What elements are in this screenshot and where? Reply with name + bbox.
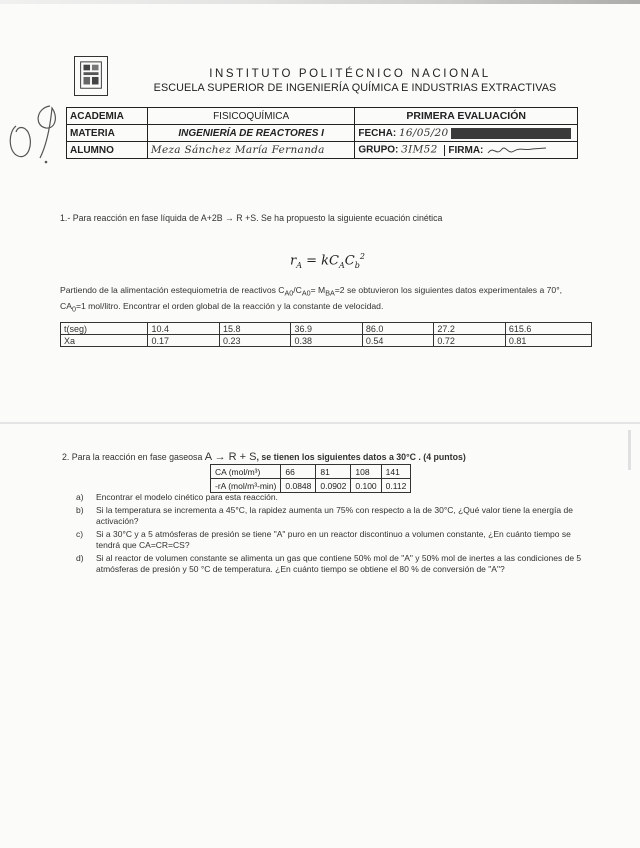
rate-equation — [290, 252, 365, 270]
row-label: -rA (mol/m³-min) — [211, 479, 281, 493]
row-label: t(seg) — [61, 323, 148, 335]
p2-intro: 2. Para la reacción en fase gaseosa — [62, 452, 205, 462]
question-letter: a) — [76, 492, 84, 502]
question-text: Si la temperatura se incrementa a 45°C, la rapidez aumenta un 75% con respecto a la de 30°C, ¿Qué valor tiene la energía de activación? — [96, 504, 573, 526]
list-item — [76, 492, 596, 504]
table-row — [61, 335, 592, 347]
ipn-logo — [74, 56, 108, 96]
p1-sub3: BA — [325, 289, 335, 298]
table-row — [211, 479, 411, 493]
problem2-data-table — [210, 464, 411, 493]
school-name: ESCUELA SUPERIOR DE INGENIERÍA QUÍMICA E INDUSTRIAS EXTRACTIVAS — [153, 82, 557, 94]
problem1-data-table — [60, 322, 592, 347]
academia-value: FISICOQUÍMICA — [147, 108, 354, 125]
table-cell: 36.9 — [291, 323, 362, 335]
question-text: Si a 30°C y a 5 atmósferas de presión se tiene "A" puro en un reactor discontinuo a volumen constante, ¿En cuánto tiempo se tendrá que CA=CR=CS? — [96, 528, 571, 550]
eq-r-sub: A — [296, 260, 302, 270]
list-item — [76, 529, 596, 552]
table-cell: 0.54 — [362, 335, 433, 347]
redaction-bar — [451, 128, 571, 139]
table-cell: 15.8 — [219, 323, 290, 335]
p1-line1c: /C — [293, 285, 302, 295]
problem2-questions — [76, 492, 596, 577]
exam-info-table — [66, 107, 578, 159]
eq-ca-sub: A — [339, 260, 345, 270]
table-cell: 86.0 — [362, 323, 433, 335]
eq-cb: C — [344, 253, 355, 269]
table-cell: 0.17 — [148, 335, 219, 347]
p1-line2: CA — [60, 300, 72, 311]
p1-line1: Partiendo de la alimentación estequiometria de reactivos C — [60, 285, 285, 295]
list-item — [76, 553, 596, 576]
materia-label: MATERIA — [67, 125, 148, 142]
table-cell: 0.100 — [351, 479, 381, 493]
scan-mid-line — [0, 422, 640, 424]
p2-conditions: , se tienen los siguientes datos a 30°C . (4 puntos) — [256, 452, 466, 462]
exam-title: PRIMERA EVALUACIÓN — [355, 108, 578, 125]
p1-line1g: =2 se obtuvieron los siguientes datos experimentales a 70°, — [334, 285, 563, 295]
problem1-conditions — [60, 284, 588, 315]
problem1-statement: 1.- Para reacción en fase líquida de A+2B → R +S. Se ha propuesto la siguiente ecuación cinética — [60, 213, 443, 223]
p1-sub4: 0 — [71, 305, 76, 314]
p1-line1e: = M — [310, 285, 326, 295]
row-label: Xa — [61, 335, 148, 347]
fecha-label: FECHA: — [358, 128, 397, 139]
table-cell: 0.38 — [291, 335, 362, 347]
table-row — [211, 465, 411, 479]
eq-cb-sup: 2 — [359, 252, 365, 261]
question-letter: d) — [76, 552, 84, 563]
p1-sub2: A0 — [301, 289, 311, 298]
question-letter: c) — [76, 528, 84, 539]
table-cell: 0.0902 — [316, 479, 351, 493]
eq-ca: C — [329, 253, 339, 269]
signature-scribble — [486, 143, 548, 157]
eq-cb-sub: b — [354, 260, 360, 270]
grupo-value: 3IM52 — [401, 143, 438, 156]
table-cell: 66 — [281, 465, 316, 479]
table-cell: 27.2 — [434, 323, 505, 335]
list-item — [76, 505, 596, 528]
problem2-statement — [62, 451, 466, 463]
table-cell: 0.81 — [505, 335, 591, 347]
table-cell: 108 — [351, 465, 381, 479]
table-cell: 0.0848 — [281, 479, 316, 493]
grupo-label: GRUPO: — [358, 144, 399, 156]
p1-line2c: =1 mol/litro. Encontrar el orden global de la reacción y la constante de velocidad. — [75, 300, 384, 311]
row-label: CA (mol/m³) — [211, 465, 281, 479]
scan-side-mark — [628, 430, 631, 470]
eq-k: = k — [302, 253, 330, 269]
fecha-cell — [355, 125, 578, 142]
table-cell: 81 — [316, 465, 351, 479]
student-name: Meza Sánchez María Fernanda — [150, 144, 325, 156]
alumno-label: ALUMNO — [67, 142, 148, 159]
table-cell: 10.4 — [148, 323, 219, 335]
scan-top-edge — [0, 0, 640, 4]
table-cell: 0.72 — [434, 335, 505, 347]
p1-sub1: A0 — [284, 289, 294, 298]
table-row — [61, 323, 592, 335]
table-cell: 615.6 — [505, 323, 591, 335]
eq-r: r — [290, 253, 297, 269]
question-text: Si al reactor de volumen constante se alimenta un gas que contiene 50% mol de "A" y 50% mol de inertes a las condiciones de 5 atmósferas de presión y 50 °C de temperatura. ¿En cuánto tiempo se obtiene el 80 % de conversión de "A"? — [96, 552, 582, 574]
p2-reaction: A → R + S — [204, 451, 257, 463]
alumno-value — [147, 142, 354, 159]
table-cell: 0.23 — [219, 335, 290, 347]
institute-name: INSTITUTO POLITÉCNICO NACIONAL — [209, 68, 491, 80]
materia-value: INGENIERÍA DE REACTORES I — [147, 125, 354, 142]
academia-label: ACADEMIA — [67, 108, 148, 125]
firma-label: FIRMA: — [444, 145, 483, 156]
table-cell: 141 — [381, 465, 411, 479]
grupo-cell — [355, 142, 578, 159]
question-text: Encontrar el modelo cinético para esta reacción. — [96, 492, 278, 502]
handwritten-grade — [6, 98, 64, 168]
table-cell: 0.112 — [381, 479, 411, 493]
question-letter: b) — [76, 504, 84, 515]
fecha-value: 16/05/20 — [398, 127, 449, 139]
